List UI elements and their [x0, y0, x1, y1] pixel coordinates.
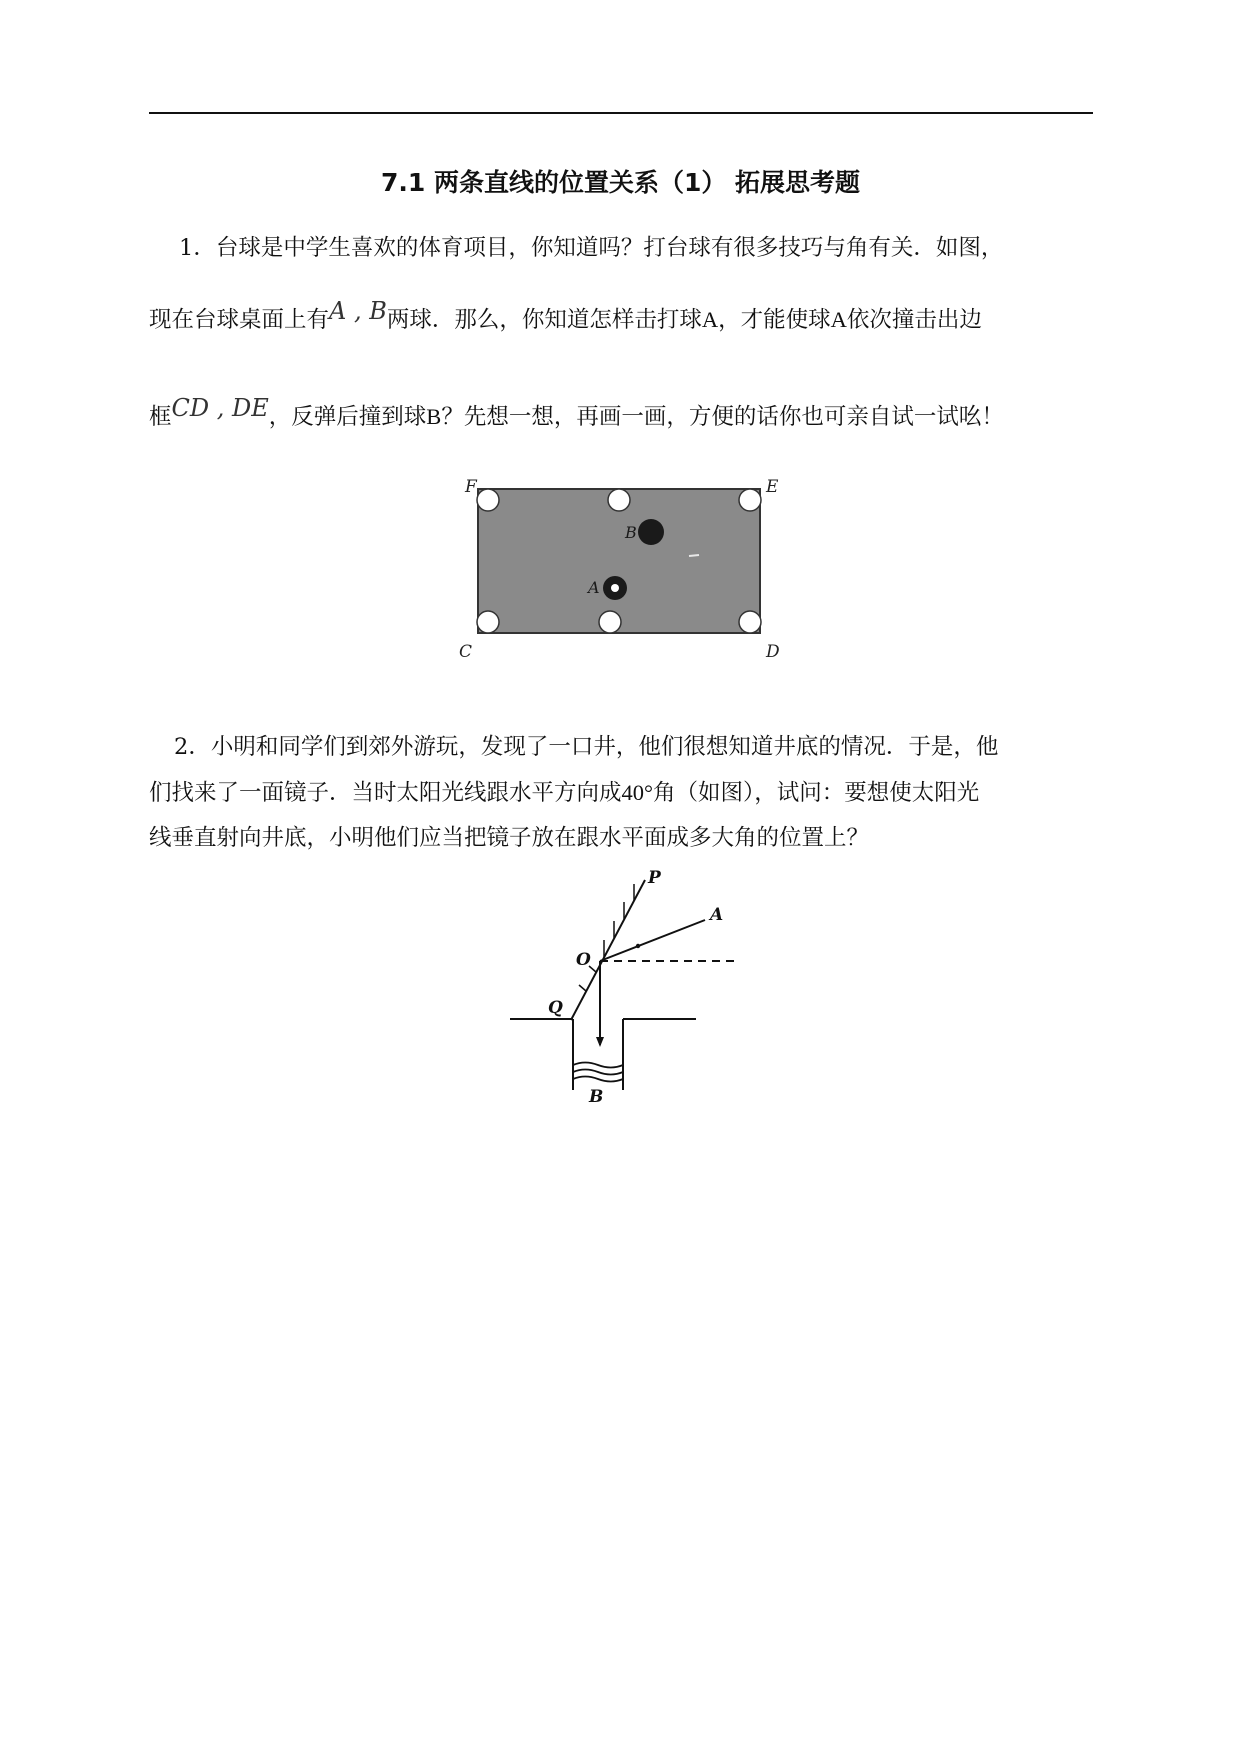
- label-b: B: [589, 1087, 604, 1107]
- label-c: C: [459, 642, 473, 662]
- q2-number: 2: [174, 734, 189, 760]
- water-wave-2: [573, 1070, 623, 1075]
- q1-line2-d: 依次撞击出边: [846, 307, 982, 333]
- pocket-bottom-left: [477, 611, 499, 633]
- pocket-top-right: [739, 489, 761, 511]
- q1-line3-c: ？先想一想，再画一画，方便的话你也可亲自试一试吆！: [441, 404, 1004, 430]
- well-mirror-figure: [500, 865, 750, 1110]
- q1-ball-a-2: A: [830, 307, 847, 332]
- q1-line3-b: ，反弹后撞到球: [268, 404, 427, 430]
- ball-a-highlight: [611, 584, 619, 592]
- q2-line-3: 线垂直射向井底，小明他们应当把镜子放在跟水平面成多大角的位置上？: [149, 825, 870, 851]
- q1-line-2: [149, 297, 1093, 343]
- q1-math-cd-de: CD , DE: [171, 394, 269, 422]
- q2-angle: 40°: [621, 780, 654, 805]
- question-2: [149, 725, 1093, 861]
- q1-number: 1: [179, 235, 194, 261]
- q1-ball-b: B: [426, 404, 442, 429]
- q1-line2-a: 现在台球桌面上有: [149, 307, 330, 333]
- q2-line1-text: ．小明和同学们到郊外游玩，发现了一口井，他们很想知道井底的情况．于是，他: [188, 734, 999, 760]
- mirror-hatch: [579, 985, 586, 991]
- water-wave-1: [573, 1063, 623, 1068]
- q1-line2-c: ，才能使球: [718, 307, 831, 333]
- label-q: Q: [548, 998, 563, 1018]
- pocket-bottom-right: [739, 611, 761, 633]
- label-d: D: [766, 642, 780, 662]
- billiard-table-figure: [455, 470, 785, 670]
- sun-ray: [600, 920, 705, 961]
- pocket-top-middle: [608, 489, 630, 511]
- q1-line3-a: 框: [149, 404, 172, 430]
- ball-b: [638, 519, 664, 545]
- pocket-bottom-middle: [599, 611, 621, 633]
- q1-math-ab: A , B: [329, 297, 387, 325]
- q1-line2-b: 两球．那么，你知道怎样击打球: [386, 307, 702, 333]
- ray-dot: [636, 944, 640, 948]
- pocket-top-left: [477, 489, 499, 511]
- label-e: E: [766, 477, 779, 497]
- q1-line-3: [149, 394, 1093, 440]
- q1-line-1: [149, 226, 1093, 271]
- question-1: [149, 226, 1093, 271]
- label-o: O: [576, 950, 591, 970]
- q1-ball-a-1: A: [701, 307, 719, 332]
- q2-line-1: [149, 725, 1093, 770]
- page-title: 7.1 两条直线的位置关系（1） 拓展思考题: [380, 168, 861, 197]
- q1-line1-text: ．台球是中学生喜欢的体育项目，你知道吗？打台球有很多技巧与角有关．如图，: [193, 235, 1004, 261]
- water-wave-3: [573, 1077, 623, 1082]
- label-f: F: [465, 477, 477, 497]
- reflected-ray-arrow: [596, 1037, 604, 1047]
- header-rule: [149, 112, 1093, 114]
- label-b: B: [625, 523, 637, 542]
- label-a: A: [588, 578, 600, 597]
- q2-line2-b: 角（如图），试问：要想使太阳光: [653, 780, 980, 806]
- label-p: P: [648, 868, 661, 888]
- q2-line-2: [149, 770, 1093, 816]
- table-mark: [689, 555, 699, 556]
- q2-line2-a: 们找来了一面镜子．当时太阳光线跟水平方向成: [149, 780, 622, 806]
- label-a: A: [710, 905, 724, 925]
